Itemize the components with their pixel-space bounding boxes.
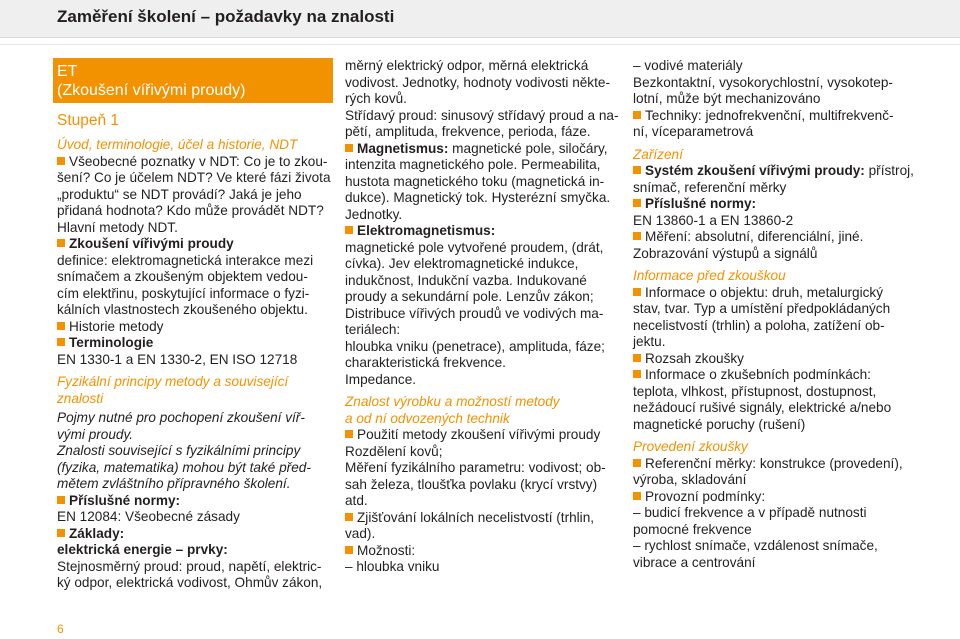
- bullet-techniques: Techniky: jednofrekvenční, multifrekvenč-: [633, 108, 909, 125]
- text-line: Rozdělení kovů;: [345, 443, 443, 459]
- section-title-intro: Úvod, terminologie, účel a historie, NDT: [57, 137, 298, 152]
- bullet-scope: Rozsah zkoušky: [633, 351, 909, 368]
- bullet-square-icon: [633, 354, 641, 362]
- bullet-square-icon: [57, 338, 65, 346]
- bullet-history: Historie metody: [57, 319, 333, 336]
- bullet-square-icon: [633, 492, 641, 500]
- text-line: hloubka vniku (penetrace), amplituda, fáze;: [345, 338, 605, 354]
- text-line: lotní, může být mechanizováno: [633, 91, 821, 106]
- section-title-physics: znalosti: [57, 390, 104, 406]
- bullet-square-icon: [57, 157, 65, 165]
- bullet-square-icon: [57, 322, 65, 330]
- text-line: intenzita magnetického pole. Permeabilita,: [345, 157, 601, 172]
- text-line: Pojmy nutné pro pochopení zkoušení víř-: [57, 410, 305, 425]
- text-line: nežádoucí rušivé signály, elektrické a/nebo: [633, 400, 892, 415]
- bullet-basics: Základy:: [57, 526, 333, 543]
- bullet-square-icon: [633, 288, 641, 296]
- text-line: „produktu“ se NDT provádí? Jaká je jeho: [57, 186, 302, 202]
- bullet-square-icon: [345, 513, 353, 521]
- text-line: teriálech:: [345, 322, 401, 337]
- text-line: Zobrazování výstupů a signálů: [633, 245, 818, 261]
- bullet-square-icon: [57, 529, 65, 537]
- text-line: kálních vlastnostech zkoušeného objektu.: [57, 302, 308, 317]
- text-line: – budicí frekvence a v případě nutnosti: [633, 505, 867, 520]
- bullet-square-icon: [633, 166, 641, 174]
- bullet-measurement: Měření: absolutní, diferenciální, jiné.: [633, 229, 909, 246]
- section-title-product: Znalost výrobku a možností metody: [345, 394, 560, 409]
- text-line: vibrace a centrování: [633, 554, 756, 570]
- bullet-square-icon: [633, 370, 641, 378]
- text-line: magnetické poruchy (rušení): [633, 416, 806, 432]
- bullet-use: Použití metody zkoušení vířivými proudy: [345, 427, 621, 444]
- text-line: proudy a sekundární pole. Lenzův zákon;: [345, 289, 594, 304]
- bullet-square-icon: [57, 496, 65, 504]
- text-line: stav, tvar. Typ a umístění předpokládaných: [633, 301, 891, 316]
- text-line: cím elektřinu, poskytující informace o fyzi-: [57, 285, 310, 301]
- text-line: pomocné frekvence: [633, 521, 752, 537]
- bullet-electromagnetism: Elektromagnetismus:: [345, 223, 621, 240]
- bullet-general: Všeobecné poznatky v NDT: Co je to zkou-: [57, 154, 333, 171]
- text-line: ký odpor, elektrická vodivost, Ohmův zákon,: [57, 575, 323, 590]
- text-line: snímač, referenční měrky: [633, 179, 787, 195]
- method-band: [53, 58, 333, 103]
- text-line: pětí, amplituda, frekvence, perioda, fáze.: [345, 124, 591, 139]
- bullet-detection: Zjišťování lokálních necelistvostí (trhlin,: [345, 510, 621, 527]
- bullet-square-icon: [345, 226, 353, 234]
- section-title-physics: Fyzikální principy metody a související: [57, 374, 289, 389]
- bullet-eddy-current: Zkoušení vířivými proudy: [57, 236, 333, 253]
- section-title-equipment: Zařízení: [633, 146, 683, 162]
- text-line: ní, víceparametrová: [633, 124, 754, 139]
- column-3: [633, 58, 914, 571]
- text-line: Jednotky.: [345, 206, 403, 222]
- text-line: cívka). Jev elektromagnetické indukce,: [345, 256, 579, 271]
- page-header: [0, 0, 960, 38]
- text-line: Bezkontaktní, vysokorychlostní, vysokotep-: [633, 74, 893, 90]
- text-line: jektu.: [633, 334, 666, 349]
- text-line: Stejnosměrný proud: proud, napětí, elektric-: [57, 558, 322, 574]
- text-line: Impedance.: [345, 371, 417, 387]
- text-line: charakteristická frekvence.: [345, 355, 506, 370]
- text-line: měrný elektrický odpor, měrná elektrická: [345, 58, 589, 73]
- column-2: [345, 58, 621, 576]
- bullet-square-icon: [345, 430, 353, 438]
- section-title-product: a od ní odvozených technik: [345, 410, 510, 426]
- text-line: Distribuce vířivých proudů ve vodivých ma-: [345, 305, 604, 321]
- text-line: výroba, skladování: [633, 472, 747, 487]
- text-line: dukce). Magnetický tok. Hysterézní smyčka.: [345, 190, 611, 205]
- text-line: – hloubka vniku: [345, 559, 440, 574]
- bullet-standards: Příslušné normy:: [57, 493, 333, 510]
- text-line: snímačem a zkoušeným objektem vedou-: [57, 269, 308, 284]
- text-line: Hlavní metody NDT.: [57, 219, 178, 235]
- text-line: definice: elektromagnetická interakce mezi: [57, 252, 314, 268]
- text-line: EN 1330-1 a EN 1330-2, EN ISO 12718: [57, 351, 298, 367]
- level-title: Stupeň 1: [57, 112, 120, 129]
- page-title: Zaměření školení – požadavky na znalosti: [57, 7, 395, 26]
- bullet-square-icon: [345, 546, 353, 554]
- text-line: vodivost. Jednotky, hodnoty vodivosti někte-: [345, 74, 610, 90]
- bullet-square-icon: [57, 239, 65, 247]
- header-divider: [0, 44, 960, 45]
- text-line: přidaná hodnota? Kdo může provádět NDT?: [57, 203, 324, 218]
- text-line: EN 12084: Všeobecné zásady: [57, 509, 240, 524]
- text-line: necelistvostí (trhlin) a poloha, zatížení ob-: [633, 317, 885, 333]
- column-1: [57, 58, 333, 592]
- bullet-reference: Referenční měrky: konstrukce (provedení),: [633, 456, 909, 473]
- bullet-square-icon: [345, 144, 353, 152]
- bullet-square-icon: [633, 199, 641, 207]
- text-line: vými proudy.: [57, 426, 134, 442]
- bullet-magnetism: Magnetismus: magnetické pole, siločáry,: [345, 141, 621, 158]
- text-line: rých kovů.: [345, 91, 407, 106]
- text-line: EN 13860-1 a EN 13860-2: [633, 212, 794, 228]
- text-line: – vodivé materiály: [633, 58, 743, 73]
- text-line: mětem zvláštního přípravného školení.: [57, 476, 291, 491]
- text-line: sah železa, tloušťka povlaku (krycí vrstvy): [345, 476, 598, 492]
- text-line: šení? Co je účelem NDT? Ve které fázi života: [57, 170, 331, 185]
- bullet-object-info: Informace o objektu: druh, metalurgický: [633, 285, 909, 302]
- text-line: Znalosti související s fyzikálními principy: [57, 443, 301, 458]
- bullet-terminology: Terminologie: [57, 335, 333, 352]
- bullet-system: Systém zkoušení vířivými proudy: přístroj,: [633, 163, 909, 180]
- bullet-square-icon: [633, 111, 641, 119]
- bullet-square-icon: [633, 459, 641, 467]
- text-line: Střídavý proud: sinusový střídavý proud a na-: [345, 107, 619, 123]
- bullet-standards: Příslušné normy:: [633, 196, 909, 213]
- text-line: hustota magnetického toku (magnetická in-: [345, 173, 605, 189]
- bullet-square-icon: [633, 232, 641, 240]
- text-line: (fyzika, matematika) mohou být také před-: [57, 459, 311, 475]
- page-number: 6: [57, 622, 64, 636]
- section-title-execution: Provedení zkoušky: [633, 439, 748, 454]
- method-name: (Zkoušení vířivými proudy): [57, 82, 246, 99]
- text-line: Měření fyzikálního parametru: vodivost; ob-: [345, 460, 606, 475]
- text-line: magnetické pole vytvořené proudem, (drát,: [345, 239, 604, 255]
- text-line: teplota, vlhkost, přístupnost, dostupnost,: [633, 383, 877, 399]
- bullet-conditions: Informace o zkušebních podmínkách:: [633, 367, 909, 384]
- text-line: indukčnost, Indukční vazba. Indukované: [345, 272, 587, 288]
- bullet-possibilities: Možnosti:: [345, 543, 621, 560]
- text-line: – rychlost snímače, vzdálenost snímače,: [633, 538, 878, 553]
- bullet-operating: Provozní podmínky:: [633, 489, 909, 506]
- section-title-info: Informace před zkouškou: [633, 268, 786, 283]
- subheading: elektrická energie – prvky:: [57, 542, 228, 557]
- text-line: vad).: [345, 526, 376, 541]
- text-line: atd.: [345, 493, 368, 508]
- method-code: ET: [57, 63, 78, 80]
